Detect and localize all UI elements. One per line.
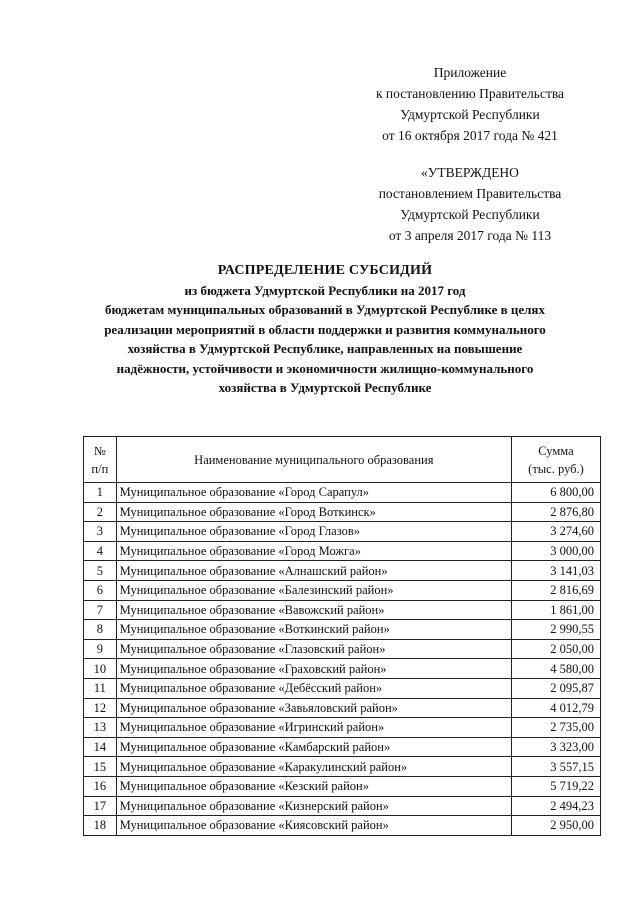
row-number: 3 [84,522,117,542]
table-row [84,698,601,718]
row-number: 11 [84,678,117,698]
row-number: 12 [84,698,117,718]
table-row [84,718,601,738]
header-number-line1: № [93,443,106,458]
title-line: реализации мероприятий в области поддержки и развития коммунального [104,321,546,337]
title-line: надёжности, устойчивости и экономичности жилищно-коммунального [116,360,534,376]
row-sum: 2 816,69 [511,580,600,600]
table-header-row [84,437,601,483]
row-sum: 2 990,55 [511,620,600,640]
row-sum: 2 095,87 [511,678,600,698]
table-row [84,678,601,698]
table-body [84,483,601,836]
row-sum: 2 876,80 [511,502,600,522]
column-header-sum [511,437,600,483]
title-heading: РАСПРЕДЕЛЕНИЕ СУБСИДИЙ [217,263,433,278]
row-name: Муниципальное образование «Воткинский район» [116,620,511,640]
approval-line: «УТВЕРЖДЕНО [421,165,519,180]
approval-line: Удмуртской Республики [400,207,540,222]
row-sum: 3 323,00 [511,737,600,757]
table-row [84,737,601,757]
row-number: 13 [84,718,117,738]
row-sum: 3 000,00 [511,541,600,561]
row-number: 8 [84,620,117,640]
row-name: Муниципальное образование «Глазовский район» [116,639,511,659]
table-row [84,816,601,836]
row-number: 16 [84,776,117,796]
row-sum: 1 861,00 [511,600,600,620]
subsidy-table [83,436,601,836]
approval-line: постановлением Правительства [378,186,562,201]
row-number: 14 [84,737,117,757]
row-name: Муниципальное образование «Киясовский район» [116,816,511,836]
row-number: 15 [84,757,117,777]
row-number: 9 [84,639,117,659]
row-sum: 2 735,00 [511,718,600,738]
row-sum: 2 050,00 [511,639,600,659]
row-name: Муниципальное образование «Каракулинский район» [116,757,511,777]
row-name: Муниципальное образование «Город Воткинск» [116,502,511,522]
row-name: Муниципальное образование «Игринский район» [116,718,511,738]
row-number: 10 [84,659,117,679]
table-row [84,620,601,640]
appendix-line: к постановлению Правительства [375,86,565,101]
row-sum: 3 274,60 [511,522,600,542]
row-sum: 3 141,03 [511,561,600,581]
row-number: 6 [84,580,117,600]
row-sum: 6 800,00 [511,483,600,503]
row-name: Муниципальное образование «Вавожский район» [116,600,511,620]
row-sum: 4 580,00 [511,659,600,679]
appendix-line: Удмуртской Республики [400,107,540,122]
title-line: хозяйства в Удмуртской Республике [218,380,432,395]
document-title [70,261,580,398]
table-row [84,659,601,679]
table-row [84,757,601,777]
row-number: 2 [84,502,117,522]
table-row [84,522,601,542]
row-number: 4 [84,541,117,561]
row-sum: 5 719,22 [511,776,600,796]
table-row [84,541,601,561]
appendix-line: Приложение [433,65,507,80]
header-sum-line1: Сумма [538,443,574,458]
table-row [84,639,601,659]
row-name: Муниципальное образование «Кезский район» [116,776,511,796]
row-name: Муниципальное образование «Завьяловский район» [116,698,511,718]
column-header-number [84,437,117,483]
row-sum: 4 012,79 [511,698,600,718]
row-number: 17 [84,796,117,816]
row-number: 18 [84,816,117,836]
table-row [84,796,601,816]
title-line: бюджетам муниципальных образований в Удмуртской Республике в целях [105,302,545,317]
row-sum: 2 950,00 [511,816,600,836]
table-row [84,502,601,522]
table-row [84,600,601,620]
title-line: из бюджета Удмуртской Республики на 2017 год [184,282,466,298]
row-name: Муниципальное образование «Граховский район» [116,659,511,679]
table-row [84,776,601,796]
row-sum: 2 494,23 [511,796,600,816]
row-number: 7 [84,600,117,620]
approval-line: от 3 апреля 2017 года № 113 [388,228,552,243]
column-header-name: Наименование муниципального образования [116,437,511,483]
row-name: Муниципальное образование «Город Глазов» [116,522,511,542]
table-row [84,483,601,503]
appendix-block [345,62,595,146]
appendix-line: от 16 октября 2017 года № 421 [382,128,558,143]
row-name: Муниципальное образование «Город Можга» [116,541,511,561]
row-number: 1 [84,483,117,503]
table-row [84,580,601,600]
row-name: Муниципальное образование «Балезинский район» [116,580,511,600]
approval-block [345,162,595,246]
row-name: Муниципальное образование «Кизнерский район» [116,796,511,816]
row-number: 5 [84,561,117,581]
header-sum-line2: (тыс. руб.) [528,461,584,476]
header-number-line2: п/п [91,461,109,476]
row-name: Муниципальное образование «Камбарский район» [116,737,511,757]
row-sum: 3 557,15 [511,757,600,777]
row-name: Муниципальное образование «Дебёсский район» [116,678,511,698]
row-name: Муниципальное образование «Город Сарапул» [116,483,511,503]
row-name: Муниципальное образование «Алнашский район» [116,561,511,581]
table-row [84,561,601,581]
title-line: хозяйства в Удмуртской Республике, направленных на повышение [127,341,523,356]
